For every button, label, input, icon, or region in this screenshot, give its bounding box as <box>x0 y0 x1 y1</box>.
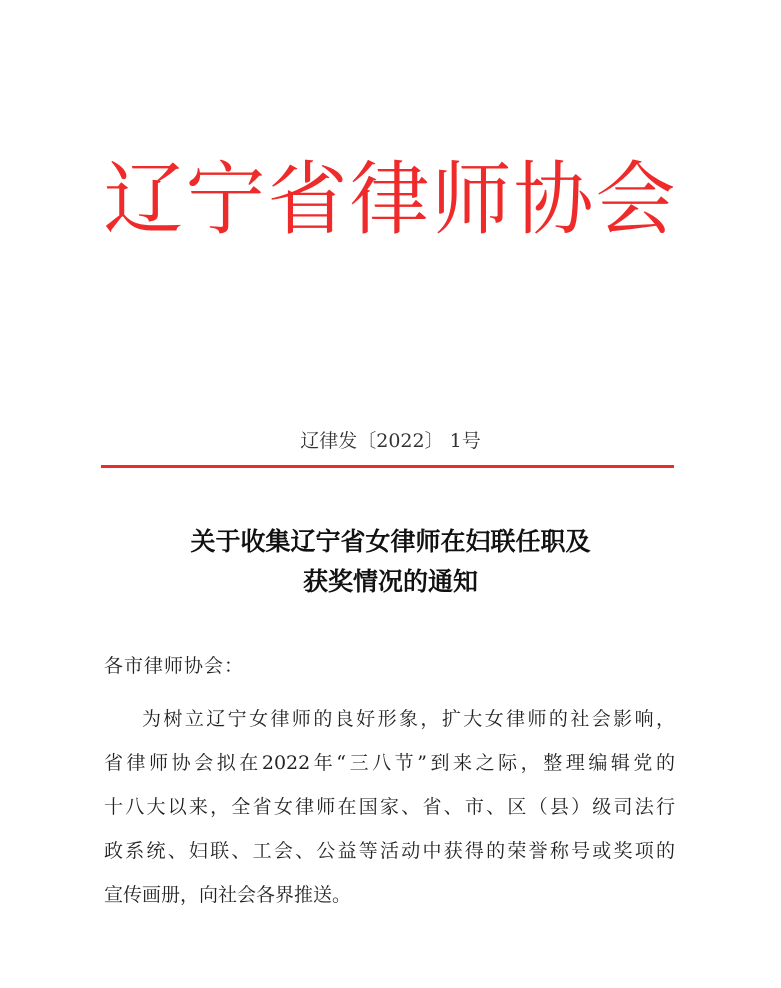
red-divider-line <box>101 465 674 468</box>
issuing-organization-heading: 辽宁省律师协会 <box>103 153 678 246</box>
body-paragraph <box>104 697 675 917</box>
document-number: 辽律发〔2022〕 1号 <box>300 430 481 452</box>
body-line-4: 政系统、妇联、工会、公益等活动中获得的荣誉称号或奖项的 <box>104 840 675 862</box>
notice-title <box>0 522 781 602</box>
notice-title-line-1: 关于收集辽宁省女律师在妇联任职及 <box>190 527 591 556</box>
body-line-2: 省律师协会拟在2022年“三八节”到来之际，整理编辑党的 <box>104 752 675 774</box>
body-line-3: 十八大以来，全省女律师在国家、省、市、区（县）级司法行 <box>104 796 675 818</box>
body-line-5: 宣传画册，向社会各界推送。 <box>104 884 352 906</box>
salutation: 各市律师协会： <box>104 655 245 677</box>
body-line-1: 为树立辽宁女律师的良好形象，扩大女律师的社会影响， <box>142 708 675 730</box>
notice-title-line-2: 获奖情况的通知 <box>302 567 478 596</box>
